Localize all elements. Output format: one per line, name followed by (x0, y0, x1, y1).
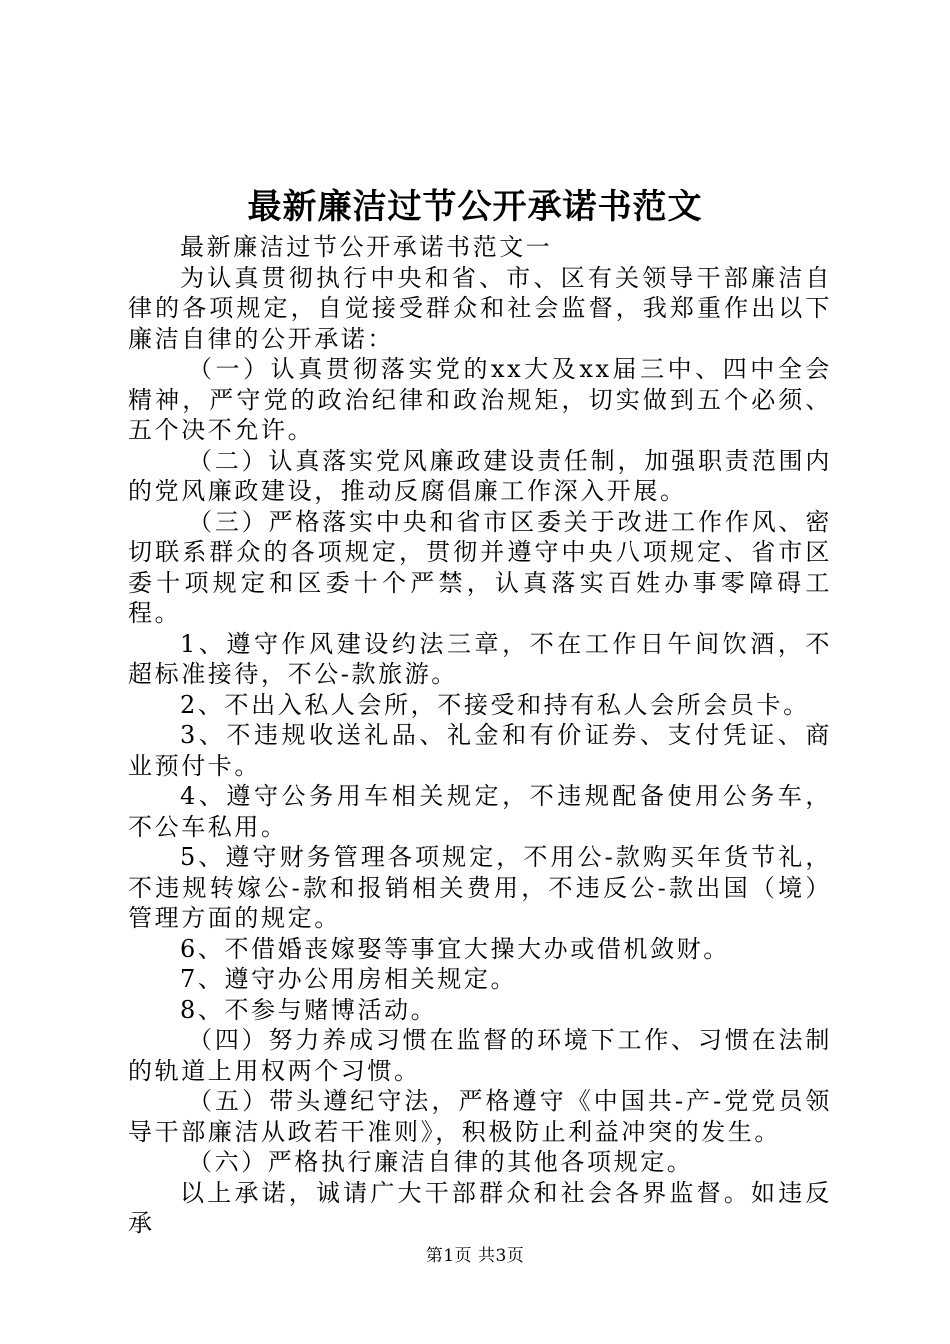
paragraph-intro: 为认真贯彻执行中央和省、市、区有关领导干部廉洁自律的各项规定，自觉接受群众和社会监督，我郑重作出以下廉洁自律的公开承诺： (128, 263, 832, 353)
paragraph-rule-6: 6、不借婚丧嫁娶等事宜大操大办或借机敛财。 (180, 934, 730, 963)
paragraph-item-6: （六）严格执行廉洁自律的其他各项规定。 (188, 1148, 694, 1176)
paragraph-rule-3: 3、不违规收送礼品、礼金和有价证券、支付凭证、商业预付卡。 (128, 721, 832, 780)
paragraph-rule-8: 8、不参与赌博活动。 (180, 995, 438, 1024)
paragraph-subtitle: 最新廉洁过节公开承诺书范文一 (180, 233, 553, 261)
paragraph-item-2: （二）认真落实党风廉政建设责任制，加强职责范围内的党风廉政建设，推动反腐倡廉工作深入开展。 (128, 446, 832, 505)
paragraph-item-4: （四）努力养成习惯在监督的环境下工作、习惯在法制的轨道上用权两个习惯。 (128, 1026, 832, 1085)
paragraph-rule-1: 1、遵守作风建设约法三章，不在工作日午间饮酒，不超标准接待，不公-款旅游。 (128, 629, 832, 688)
paragraph-rule-4: 4、遵守公务用车相关规定，不违规配备使用公务车，不公车私用。 (128, 782, 832, 841)
paragraph-closing: 以上承诺，诚请广大干部群众和社会各界监督。如违反承 (128, 1178, 832, 1237)
paragraph-item-1: （一）认真贯彻落实党的xx大及xx届三中、四中全会精神，严守党的政治纪律和政治规矩，切实做到五个必须、五个决不允许。 (128, 355, 832, 444)
document-body (128, 232, 832, 1239)
paragraph-rule-5: 5、遵守财务管理各项规定，不用公-款购买年货节礼，不违规转嫁公-款和报销相关费用，不违反公-款出国（境）管理方面的规定。 (128, 843, 832, 932)
paragraph-rule-2: 2、不出入私人会所，不接受和持有私人会所会员卡。 (180, 690, 810, 719)
paragraph-rule-7: 7、遵守办公用房相关规定。 (180, 965, 518, 993)
page-footer: 第1页 共3页 (425, 1246, 525, 1266)
paragraph-item-5: （五）带头遵纪守法，严格遵守《中国共-产-党党员领导干部廉洁从政若干准则》，积极防止利益冲突的发生。 (128, 1087, 832, 1146)
paragraph-item-3: （三）严格落实中央和省市区委关于改进工作作风、密切联系群众的各项规定，贯彻并遵守中央八项规定、省市区委十项规定和区委十个严禁，认真落实百姓办事零障碍工程。 (128, 507, 832, 627)
document-title: 最新廉洁过节公开承诺书范文 (247, 187, 703, 227)
